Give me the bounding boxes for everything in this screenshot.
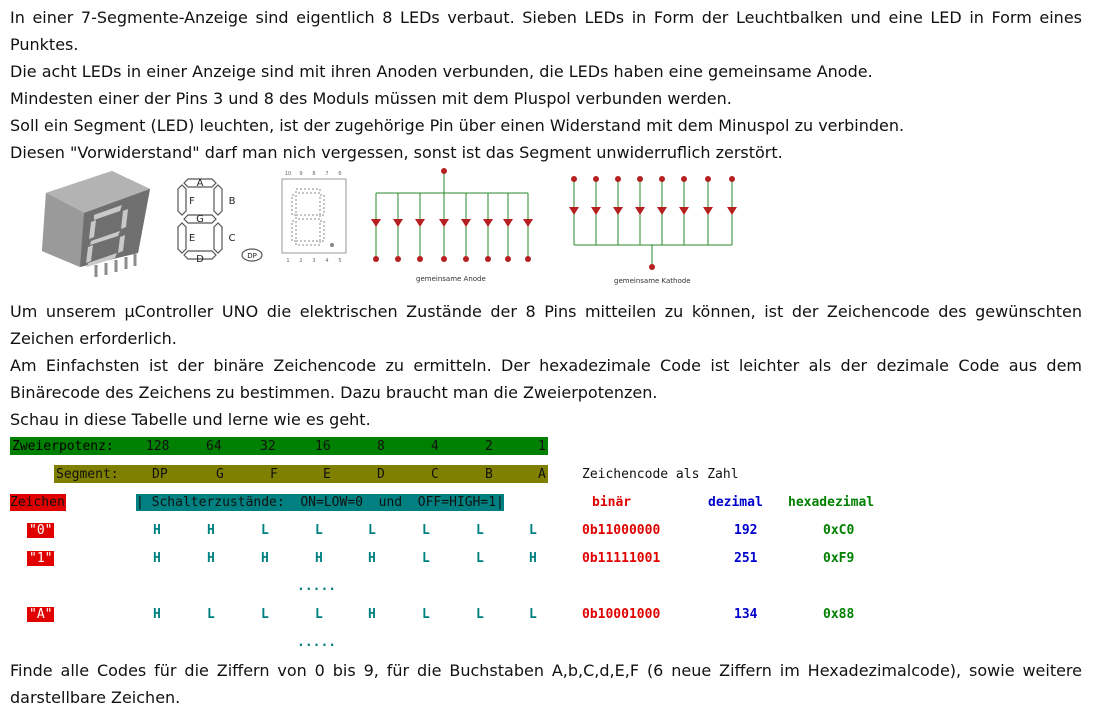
hex-cell: 0xF9 [823,551,855,566]
state-cell: L [529,607,537,622]
segment-name: G [216,467,224,482]
segment-label: B [228,196,236,207]
segment-bar [54,465,548,483]
binary-cell: 0b11111001 [582,551,661,566]
intro-line: In einer 7-Segmente-Anzeige sind eigentlich 8 LEDs verbaut. Sieben LEDs in Form der Leuchtbalken und eine LED in Form eines Punktes. [10,8,1082,54]
header-row [0,493,1094,513]
segment-name: B [485,467,493,482]
segment-label: E [188,233,196,244]
state-cell: L [476,523,484,538]
intro-line: Mindesten einer der Pins 3 und 8 des Moduls müssen mit dem Pluspol verbunden werden. [10,89,732,108]
col-hex-header: hexadezimal [788,495,875,510]
segment-name: C [431,467,439,482]
pin-number: 1 [286,258,290,264]
schematic-caption: gemeinsame Anode [416,275,486,283]
state-cell: L [261,607,269,622]
schematic-caption: gemeinsame Kathode [614,277,691,285]
pin-number: 8 [312,171,316,177]
figures-row [0,165,760,295]
power-value: 4 [431,439,439,454]
col-binary-header: binär [592,495,632,510]
segment-label: C [228,233,236,244]
segment-name: DP [152,467,168,482]
zeichen-label: Zeichen [10,495,65,510]
state-cell: H [207,523,215,538]
outro-line: Finde alle Codes für die Ziffern von 0 bis 9, für die Buchstaben A,b,C,d,E,F (6 neue Ziffern im Hexadezimalcode), sowie weitere darstellbare Zeichen. [10,661,1082,707]
segment-name: A [538,467,546,482]
pin-number: 7 [325,171,329,177]
pin-number: 2 [299,258,303,264]
state-cell: L [422,523,430,538]
char-cell: "1" [29,551,53,566]
state-cell: L [476,551,484,566]
power-value: 8 [377,439,385,454]
char-cell: "0" [29,523,53,538]
state-cell: H [368,607,376,622]
ellipsis: ..... [297,579,337,594]
state-cell: L [315,523,323,538]
common-anode-schematic [366,165,550,289]
segment-label-text: Segment: [56,467,119,482]
state-cell: H [207,551,215,566]
decimal-cell: 192 [734,523,758,538]
power-value: 1 [538,439,546,454]
state-cell: L [207,607,215,622]
col-decimal-header: dezimal [708,495,763,510]
ellipsis: ..... [297,635,337,650]
outro-text [10,657,1082,711]
segment-name: E [323,467,331,482]
table-row [0,521,1094,541]
powers-label: Zweierpotenz: [12,439,114,454]
segment-label: A [196,178,204,189]
segment-row [0,465,1094,485]
state-cell: H [529,551,537,566]
code-caption: Zeichencode als Zahl [582,467,739,482]
pin-number: 10 [284,171,292,177]
intro-line: Diesen "Vorwiderstand" darf man nich vergessen, sonst ist das Segment unwiderruflich zerstört. [10,143,783,162]
state-cell: H [315,551,323,566]
segment-label: DP [247,252,257,260]
binary-cell: 0b11000000 [582,523,661,538]
pin-number: 6 [338,171,342,177]
middle-line: Schau in diese Tabelle und lerne wie es geht. [10,410,371,429]
middle-text [10,298,1082,433]
intro-line: Soll ein Segment (LED) leuchten, ist der zugehörige Pin über einen Widerstand mit dem Minuspol zu verbinden. [10,116,905,135]
state-cell: L [476,607,484,622]
segment-label-diagram [170,175,266,265]
table-row [0,605,1094,625]
pinout-diagram [278,167,350,265]
state-cell: H [153,551,161,566]
segment-label: D [196,254,204,265]
pin-number: 9 [299,171,303,177]
middle-line: Um unserem µController UNO die elektrischen Zustände der 8 Pins mitteilen zu können, ist der Zeichencode des gewünschten Zeichen erforderlich. [10,302,1082,348]
state-cell: L [529,523,537,538]
pin-number: 5 [338,258,342,264]
power-value: 2 [485,439,493,454]
binary-cell: 0b10001000 [582,607,661,622]
power-value: 32 [260,439,276,454]
segment-label: G [196,214,204,225]
power-value: 16 [315,439,331,454]
state-cell: L [261,523,269,538]
decimal-cell: 251 [734,551,758,566]
ellipsis-row [0,633,1094,653]
segment-name: F [270,467,278,482]
powers-row [0,437,1094,457]
state-cell: H [368,551,376,566]
char-cell: "A" [29,607,53,622]
hex-cell: 0x88 [823,607,855,622]
hex-cell: 0xC0 [823,523,855,538]
state-cell: H [153,607,161,622]
intro-line: Die acht LEDs in einer Anzeige sind mit ihren Anoden verbunden, die LEDs haben eine gemeinsame Anode. [10,62,873,81]
intro-text [10,4,1082,166]
pin-number: 3 [312,258,316,264]
middle-line: Am Einfachsten ist der binäre Zeichencode zu ermitteln. Der hexadezimale Code ist leichter als der dezimale Code aus dem Binärecode des Zeichens zu bestimmen. Dazu braucht man die Zweierpotenzen. [10,356,1082,402]
state-cell: H [261,551,269,566]
pin-number: 4 [325,258,329,264]
switch-states-label: | Schalterzustände: ON=LOW=0 und OFF=HIGH=1| [136,495,504,510]
state-cell: L [315,607,323,622]
segment-label: F [189,196,195,207]
segment-name: D [377,467,385,482]
state-cell: L [368,523,376,538]
power-value: 64 [206,439,222,454]
power-value: 128 [146,439,170,454]
decimal-cell: 134 [734,607,758,622]
ellipsis-row [0,577,1094,597]
state-cell: H [153,523,161,538]
state-cell: L [422,607,430,622]
table-row [0,549,1094,569]
seven-segment-photo [38,165,156,277]
common-cathode-schematic [562,171,746,291]
state-cell: L [422,551,430,566]
